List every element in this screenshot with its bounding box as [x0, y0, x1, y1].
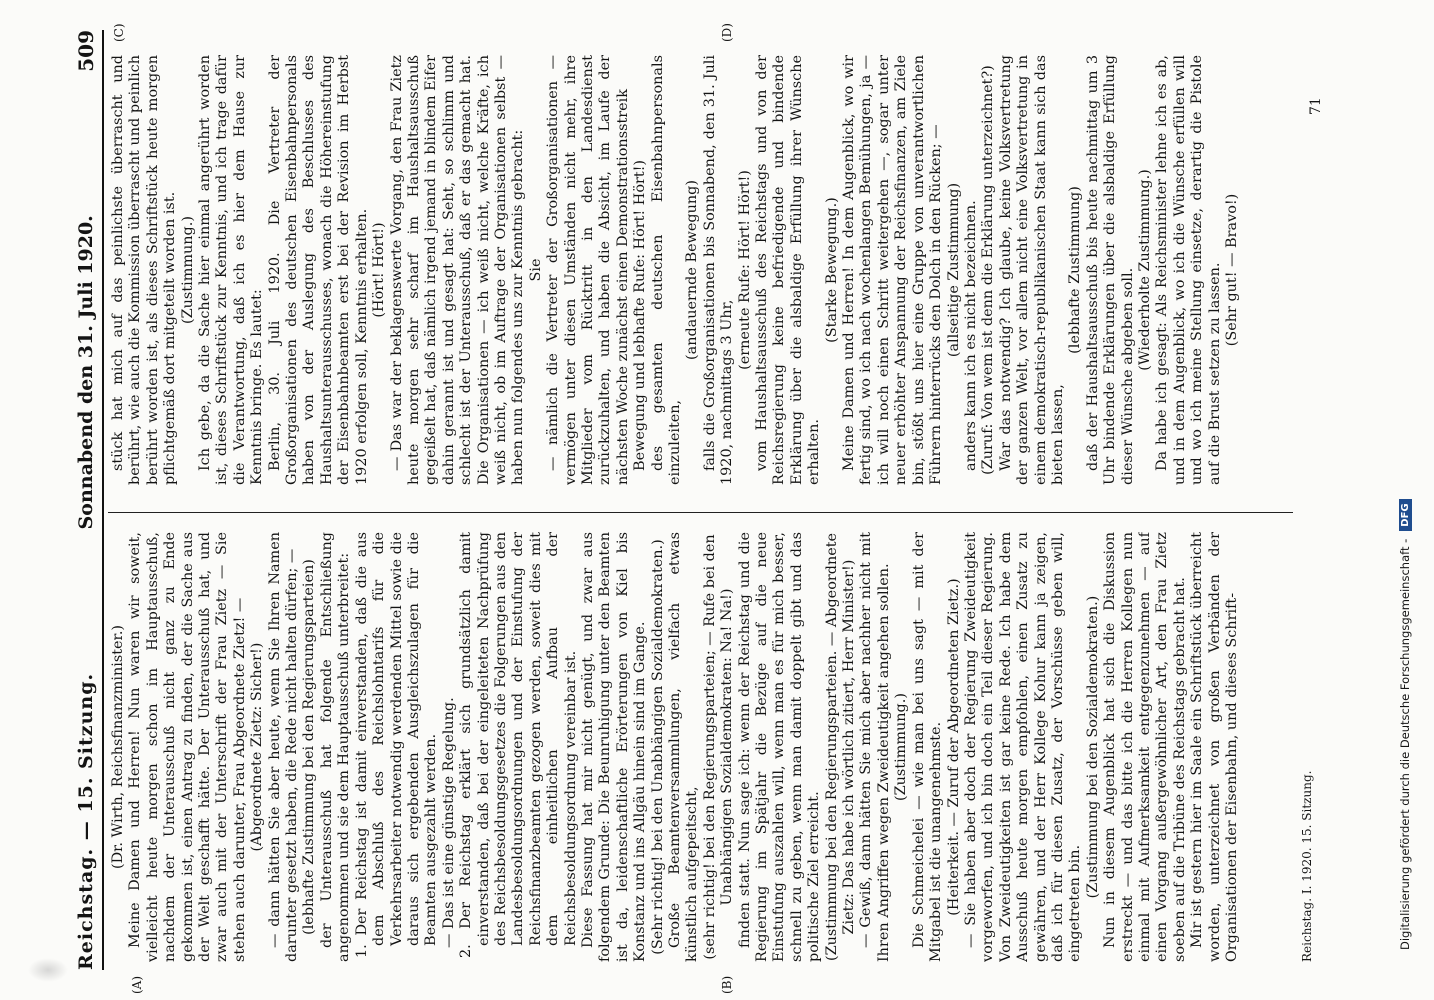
left-column-paragraph: — Gewiß, dann hätten Sie mich aber nachher nicht mit Ihren Angriffen wegen Zweideutigkeit angehen sollen. [858, 532, 892, 962]
right-column-paragraph: Ich gebe, da die Sache hier einmal angerührt worden ist, dieses Schriftstück zur Kenntnis, und ich trage dafür die Verantwortung, daß ich es hier dem Hause zur Kenntnis bringe. Es lautet: [197, 55, 266, 485]
margin-marker-b: (B) [720, 975, 734, 994]
right-column-paragraph: (erneute Rufe: Hört! Hört!) [736, 170, 753, 370]
page-header [70, 30, 104, 970]
margin-marker-a: (A) [130, 975, 144, 994]
left-column-paragraph: finden statt. Nun sage ich: wenn der Reichstag und die Regierung im Spätjahr die Bezüge auf die neue Einstufung auszahlen will, wenn man es für mich besser, schnell zu geben, wenn man damit doppelt gibt und das politische Ziel erreicht. [736, 532, 823, 962]
left-column-paragraph: — Sie haben aber doch der Regierung Zweideutigkeit vorgeworfen, und ich bin doch ein Teil dieser Regierung. Von Zweideutigkeiten ist gar keine Rede. Ich habe dem Ausschuß heute morgen empfohlen, einen Zusatz zu gewähren, und der Herr Kollege Kohur kann ja zeigen, daß ich für diesen Zusatz, der Vorschüsse geben will, eingetreten bin. [962, 532, 1084, 962]
right-column-paragraph: Berlin, 30. Juli 1920. Die Vertreter der Großorganisationen des deutschen Eisenbahnpersonals haben von der Auslegung des Beschlusses des Haushaltsunterausschusses, wonach die Höhereinstufung der Eisenbahnbeamten erst bei der Revision im Herbst 1920 erfolgen soll, Kenntnis erhalten. [266, 55, 370, 485]
header-date: Sonnabend den 31. Juli 1920. [75, 215, 97, 530]
column-divider [108, 512, 1293, 513]
left-column-paragraph: — Das ist eine günstige Regelung. [440, 697, 457, 948]
right-column-paragraph: (Zuruf: Von wem ist denn die Erklärung unterzeichnet?) [980, 65, 997, 475]
right-column-paragraph: (Wiederholte Zustimmung.) [1136, 169, 1153, 371]
left-column-paragraph: (lebhafte Zustimmung bei den Regierungsparteien) [301, 559, 318, 935]
left-column-paragraph: Mir ist gestern hier im Saale ein Schriftstück überreicht worden, unterzeichnet von großen Verbänden der Organisationen der Eisenbahn, und dieses Schrift- [1189, 532, 1240, 962]
right-column-paragraph: Bewegung und lebhafte Rufe: Hört! Hört!) [632, 159, 649, 471]
left-column-paragraph: (Abgeordnete Zietz: Sicher!) [249, 642, 266, 852]
left-column-paragraph: Meine Damen und Herren! Nun waren wir soweit, vielleicht heute morgen schon im Hauptausschuß, nachdem der Unterausschuß nicht ganz zu Ende gekommen ist, einen Antrag zu finden, der die Sache aus der Welt geschafft hätte. Der Unterausschuß hat, und zwar auch mit der Unterschrift der Frau Zietz — Sie stehen auch darunter, Frau Abgeordnete Zietz! — [127, 532, 248, 962]
left-column-paragraph: 1. Der Reichstag ist damit einverstanden, daß die aus dem Abschluß des Reichslohntarifs für die Verkehrsarbeiter notwendig werdenden Mittel sowie die daraus sich ergebenden Ausgleichszulagen für die Beamten ausgezahlt werden. [353, 532, 440, 958]
page-count: 71 [1308, 97, 1324, 115]
left-column-paragraph: (Dr. Wirth, Reichsfinanzminister.) [110, 624, 126, 870]
right-column [110, 55, 1260, 485]
right-column-paragraph: (Starke Bewegung.) [823, 197, 840, 343]
right-column-paragraph: Da habe ich gesagt: Als Reichsminister lehne ich es ab, und in dem Augenblick, wo ich die Wünsche erfüllen will und wo ich meine Stellung einsetze, derartig die Pistole auf die Brust setzen zu lassen. [1154, 55, 1223, 485]
left-column-paragraph: (Zustimmung bei den Regierungsparteien. — Abgeordnete Zietz: Das habe ich wörtlich zitiert, Herr Minister!) [823, 532, 858, 962]
header-session: Reichstag. — 15. Sitzung. [75, 672, 97, 970]
right-column-paragraph: Sie [527, 258, 544, 282]
right-column-paragraph: (allseitige Zustimmung) [945, 182, 962, 358]
right-column-paragraph: vom Haushaltsausschuß des Reichstags und von der Reichsregierung keine befriedigende und bindende Erklärung über die alsbaldige Erfüllung ihrer Wünsche erhalten. [754, 55, 823, 485]
right-column-paragraph: (Hört! Hört!) [371, 222, 388, 318]
left-column-paragraph: Die Schmeichelei — wie man bei uns sagt — mit der Mitgabel ist die unangenehmste. [910, 532, 945, 962]
right-column-paragraph: falls die Großorganisationen bis Sonnabend, den 31. Juli 1920, nachmittags 3 Uhr, [701, 55, 736, 485]
left-column-paragraph: Nun in diesem Augenblick hat sich die Diskussion erstreckt — und das bitte ich die Herren Kollegen nun einmal mit Aufmerksamkeit entgegenzunehmen — auf einen Vorgang außergewöhnlicher Art, den Frau Zietz soeben auf die Tribüne des Reichstags gebracht hat. [1102, 532, 1188, 962]
left-column [110, 532, 1295, 962]
left-column-paragraph: Diese Fassung hat mir nicht genügt, und zwar aus folgendem Grunde: Die Beunruhigung unter den Beamten ist da, leidenschaftliche Erörterungen von Kiel bis Konstanz und ins Allgäu hinein sind im Gange. [579, 532, 649, 962]
right-column-paragraph: des gesamten deutschen Eisenbahnpersonals einzuleiten, [649, 55, 683, 485]
left-column-paragraph: 2. Der Reichstag erklärt sich grundsätzlich damit einverstanden, daß bei der eingeleiteten Nachprüfung des Reichsbesoldungsgesetzes die Folgerungen aus den Landesbesoldungsordnungen und der Einstufung der Reichsfinanzbeamten gezogen werden, soweit dies mit dem einheitlichen Aufbau der Reichsbesoldungsordnung vereinbar ist. [458, 532, 579, 958]
credit-text: Digitalisierung gefördert durch die Deutsche Forschungsgemeinschaft - [1398, 538, 1412, 950]
left-column-paragraph: (sehr richtig! bei den Regierungsparteien; — Rufe bei den Unabhängigen Sozialdemokraten: Na! Na!) [701, 534, 736, 960]
right-column-paragraph: — Das war der beklagenswerte Vorgang, den Frau Zietz heute morgen sehr scharf im Haushaltsausschuß gegeißelt hat, daß nämlich irgend jemand in blindem Eifer dahin gerannt ist und gesagt hat: Seht, so schlimm und schlecht ist der Unterausschuß, daß er das gemacht hat. Die Organisationen — ich weiß nicht, welche Kräfte, ich weiß nicht, ob im Auftrage der Organisationen selbst — haben nun folgendes uns zur Kenntnis gebracht: [388, 55, 527, 485]
left-column-paragraph: (Sehr richtig! bei den Unabhängigen Sozialdemokraten.) [649, 539, 666, 955]
right-column-paragraph: (andauernde Bewegung) [684, 180, 701, 360]
left-column-paragraph: der Unterausschuß hat folgende Entschließung angenommen und sie dem Hauptausschuß unterbreitet: [318, 532, 353, 962]
left-column-paragraph: (Zustimmung bei den Sozialdemokraten.) [1084, 595, 1101, 899]
right-column-paragraph: daß der Haushaltsausschuß bis heute nachmittag um 3 Uhr bindende Erklärungen über die alsbaldige Erfüllung dieser Wünsche abgeben soll. [1084, 55, 1136, 485]
right-column-paragraph: (Sehr gut! — Bravo!) [1224, 193, 1240, 347]
right-column-paragraph: Meine Damen und Herren! In dem Augenblick, wo wir fertig sind, wo ich nach wochenlangen Bemühungen, ja — ich will noch einen Schritt weitergehen —, sogar unter neuer erhöhter Anspannung der Reichsfinanzen, am Ziele bin, stößt uns hier eine Gruppe von unverantwortlichen Führern hinterrücks den Dolch in den Rücken; — [841, 55, 945, 485]
footnote: Reichstag. I. 1920. 15. Sitzung. [1300, 770, 1314, 962]
page-number: 509 [74, 30, 98, 72]
right-column-paragraph: — nämlich die Vertreter der Großorganisationen — vermögen unter diesen Umständen nicht mehr, ihre Mitglieder vom Rücktritt in den Landesdienst zurückzuhalten, und haben die Absicht, im Laufe der nächsten Woche zunächst einen Demonstrationsstreik [545, 55, 631, 485]
dfg-logo: DFG [1399, 499, 1412, 530]
margin-marker-c: (C) [112, 23, 126, 42]
left-column-paragraph: — dann hätten Sie aber heute, wenn Sie Ihren Namen darunter gesetzt haben, die Rede nicht halten dürfen; — [266, 532, 301, 962]
right-column-paragraph: (Zustimmung.) [179, 216, 196, 324]
credit-strip [1396, 10, 1422, 990]
left-column-paragraph: (Zustimmung.) [893, 693, 910, 801]
margin-marker-d: (D) [720, 23, 734, 42]
left-column-paragraph: Große Beamtenversammlungen, vielfach etwas künstlich aufgepeitscht, [667, 532, 701, 962]
right-column-paragraph: stück hat mich auf das peinlichste überrascht und berührt, wie auch die Kommission überrascht und peinlich berührt worden ist, als dieses Schriftstück heute morgen pflichtgemäß dort mitgeteilt worden ist. [110, 55, 179, 485]
left-column-paragraph: (Heiterkeit. — Zuruf der Abgeordneten Zietz.) [945, 578, 962, 916]
right-column-paragraph: anders kann ich es nicht bezeichnen. [962, 200, 979, 471]
ink-smudge [28, 958, 68, 982]
right-column-paragraph: (lebhafte Zustimmung) [1067, 186, 1084, 354]
right-column-paragraph: War das notwendig? Ich glaube, keine Volksvertretung der ganzen Welt, vor allem nicht eine Volksvertretung in einem demokratisch-republikanischen Staat kann sich das bieten lassen, [997, 55, 1066, 485]
